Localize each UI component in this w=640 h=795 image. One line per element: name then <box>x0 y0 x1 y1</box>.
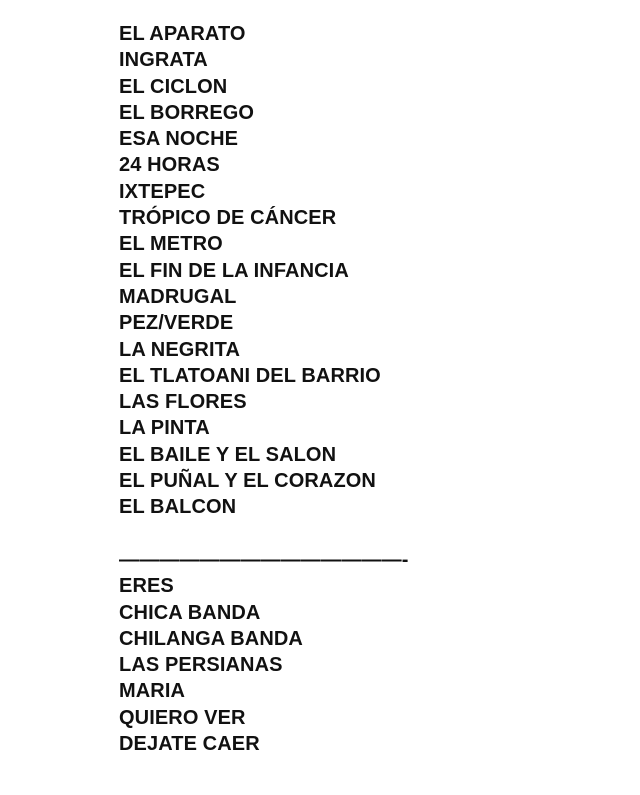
song-title: DEJATE CAER <box>119 733 260 756</box>
song-title: EL CICLON <box>119 75 228 98</box>
song-title: MADRUGAL <box>119 285 237 308</box>
song-title: INGRATA <box>119 49 208 72</box>
song-title: MARIA <box>119 680 186 703</box>
song-title: IXTEPEC <box>119 180 206 203</box>
song-title: LAS PERSIANAS <box>119 654 283 677</box>
song-title: LA PINTA <box>119 417 210 440</box>
song-title: ERES <box>119 575 174 598</box>
section-divider: ——————————————- <box>119 548 409 571</box>
song-title: QUIERO VER <box>119 706 246 729</box>
song-title: PEZ/VERDE <box>119 312 234 335</box>
song-title: EL PUÑAL Y EL CORAZON <box>119 470 376 493</box>
song-title: LA NEGRITA <box>119 338 240 361</box>
song-title: EL APARATO <box>119 23 246 45</box>
song-title: CHICA BANDA <box>119 601 261 624</box>
song-title: EL METRO <box>119 233 223 256</box>
song-title: EL TLATOANI DEL BARRIO <box>119 364 381 387</box>
song-title: EL BALCON <box>119 496 237 519</box>
song-title: TRÓPICO DE CÁNCER <box>119 207 337 230</box>
song-title: EL BORREGO <box>119 101 255 124</box>
song-title: EL BAILE Y EL SALON <box>119 443 337 466</box>
song-title: ESA NOCHE <box>119 128 239 151</box>
song-title: 24 HORAS <box>119 154 220 177</box>
song-title: EL FIN DE LA INFANCIA <box>119 259 349 282</box>
song-title: LAS FLORES <box>119 391 247 414</box>
blank-line <box>119 521 409 547</box>
setlist <box>119 21 409 757</box>
song-title: CHILANGA BANDA <box>119 627 303 650</box>
